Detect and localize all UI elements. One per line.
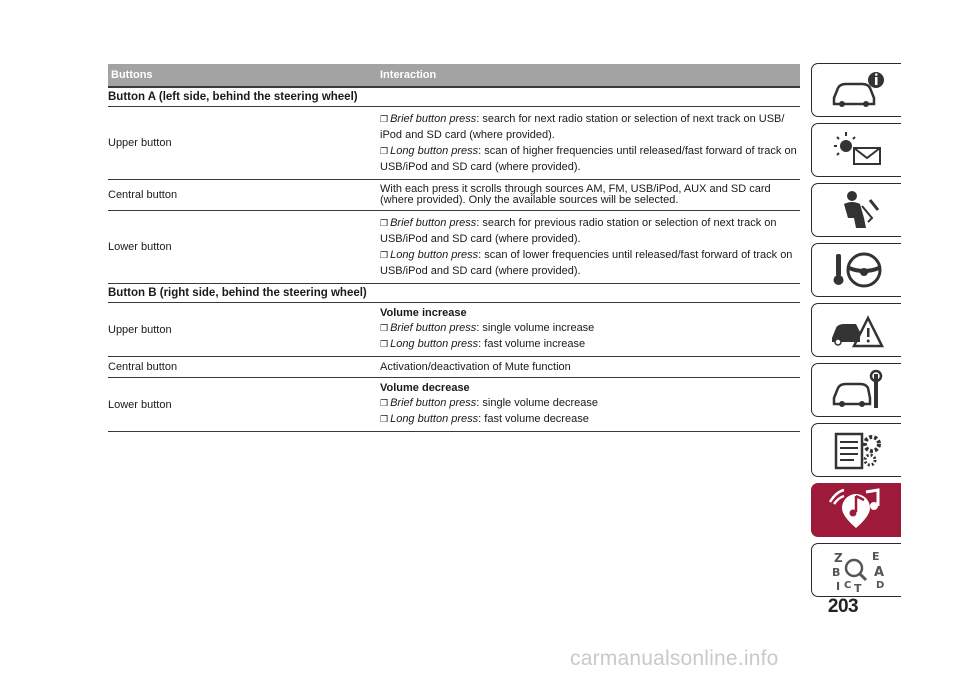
bullet-emphasis: Brief button press (390, 113, 477, 125)
section-title-button-a: Button A (left side, behind the steering wheel) (108, 88, 800, 107)
header-buttons: Buttons (111, 69, 153, 81)
bullet-glyph: ❒ (380, 339, 389, 349)
bullet-text: : fast volume increase (478, 338, 586, 350)
table-row (108, 303, 800, 357)
bullet-item (380, 320, 800, 336)
row-detail: Activation/deactivation of Mute function (380, 361, 571, 373)
bullet-item (380, 411, 800, 427)
bullet-text: : search for previous radio station or selection of next track on USB/iPod and SD card (where provided). (380, 217, 777, 245)
table-row (108, 378, 800, 432)
tab-maintenance[interactable] (811, 363, 901, 417)
bullet-emphasis: Long button press (390, 145, 479, 157)
bullet-emphasis: Brief button press (390, 397, 477, 409)
tab-starting-driving[interactable] (811, 243, 901, 297)
svg-text:C: C (843, 580, 851, 591)
tab-technical-data[interactable] (811, 423, 901, 477)
bullet-item (380, 395, 800, 411)
row-heading: Volume increase (380, 307, 467, 319)
car-maintenance-icon (826, 368, 888, 412)
bullet-glyph: ❒ (380, 114, 389, 124)
bullet-item (380, 336, 800, 352)
controls-table (108, 64, 800, 432)
bullet-item (380, 143, 800, 175)
row-label: Lower button (108, 398, 172, 411)
key-steering-wheel-icon (826, 248, 888, 292)
warning-light-message-icon (826, 128, 888, 172)
bullet-emphasis: Long button press (390, 413, 479, 425)
bullet-text: : search for next radio station or selection of next track on USB/ iPod and SD card (where provided). (380, 113, 785, 141)
row-detail (380, 303, 800, 356)
tab-safety[interactable] (811, 183, 901, 237)
table-row (108, 211, 800, 284)
bullet-glyph: ❒ (380, 218, 389, 228)
watermark: carmanualsonline.info (570, 647, 779, 670)
bullet-emphasis: Long button press (390, 338, 479, 350)
tab-car-info[interactable] (811, 63, 901, 117)
svg-text:B: B (831, 566, 840, 579)
row-detail (380, 107, 800, 179)
table-row (108, 180, 800, 211)
bullet-text: : single volume increase (476, 322, 595, 334)
svg-text:A: A (873, 565, 884, 580)
tab-multimedia[interactable] (811, 483, 901, 537)
table-row (108, 107, 800, 180)
bullet-emphasis: Brief button press (390, 322, 477, 334)
row-label: Central button (108, 361, 178, 373)
car-info-icon (826, 68, 888, 112)
multimedia-music-icon (826, 488, 888, 532)
bullet-text: : scan of higher frequencies until released/fast forward of track on USB/iPod and SD card (where provided). (380, 145, 797, 173)
svg-text:Z: Z (833, 551, 843, 565)
bullet-text: : single volume decrease (476, 397, 598, 409)
section-title-button-b: Button B (right side, behind the steering wheel) (108, 284, 800, 303)
chapter-tabs (811, 63, 901, 603)
car-breakdown-icon (826, 308, 888, 352)
bullet-emphasis: Brief button press (390, 217, 477, 229)
row-label: Upper button (108, 323, 172, 336)
bullet-text: : fast volume decrease (478, 413, 589, 425)
svg-text:T: T (853, 582, 862, 592)
bullet-item (380, 111, 800, 143)
technical-data-icon (826, 428, 888, 472)
row-detail (380, 211, 800, 283)
bullet-glyph: ❒ (380, 398, 389, 408)
bullet-item (380, 247, 800, 279)
svg-text:I: I (835, 580, 840, 592)
bullet-text: : scan of lower frequencies until released/fast forward of track on USB/iPod and SD card (where provided). (380, 249, 793, 277)
tab-emergency[interactable] (811, 303, 901, 357)
row-label: Lower button (108, 241, 172, 253)
row-heading: Volume decrease (380, 382, 470, 394)
bullet-glyph: ❒ (380, 323, 389, 333)
table-row (108, 357, 800, 378)
bullet-item (380, 215, 800, 247)
bullet-emphasis: Long button press (390, 249, 479, 261)
row-label: Upper button (108, 137, 172, 149)
bullet-glyph: ❒ (380, 146, 389, 156)
row-detail: With each press it scrolls through sources AM, FM, USB/iPod, AUX and SD card (where provided). Only the available sources will be selected. (380, 183, 771, 206)
tab-warning-lights[interactable] (811, 123, 901, 177)
svg-text:D: D (875, 580, 884, 591)
header-interaction: Interaction (380, 69, 437, 81)
svg-text:E: E (871, 550, 880, 563)
page-number: 203 (827, 596, 859, 617)
bullet-glyph: ❒ (380, 414, 389, 424)
tab-index[interactable] (811, 543, 901, 597)
row-label: Central button (108, 189, 178, 201)
row-detail (380, 378, 800, 431)
bullet-glyph: ❒ (380, 250, 389, 260)
alphabetical-index-icon (826, 548, 888, 592)
seat-safety-icon (826, 188, 888, 232)
table-header (108, 64, 800, 88)
